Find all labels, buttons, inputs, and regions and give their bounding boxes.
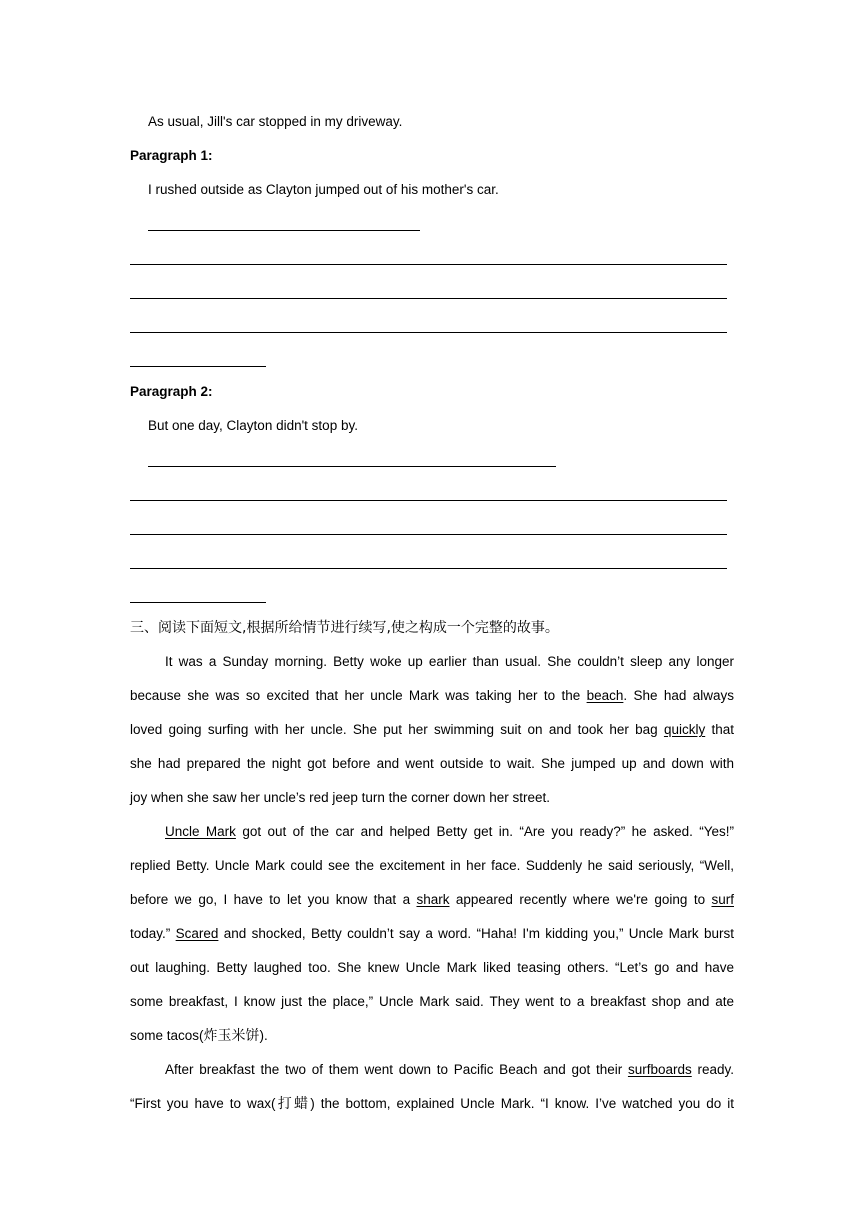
paragraph1-heading: Paragraph 1: — [130, 148, 213, 163]
writing-line[interactable] — [130, 500, 727, 501]
story-line: “First you have to wax(打蜡) the bottom, explained Uncle Mark. “I know. I’ve watched you do it — [130, 1096, 735, 1112]
underlined-word: surf — [711, 892, 734, 907]
underlined-word: Uncle Mark — [165, 824, 236, 839]
underlined-word: Scared — [175, 926, 219, 941]
story-line: replied Betty. Uncle Mark could see the excitement in her face. Suddenly he said seriously, “Well, — [130, 858, 734, 873]
story-line: she had prepared the night got before and went outside to wait. She jumped up and down with — [130, 756, 734, 771]
writing-line[interactable] — [130, 534, 727, 535]
story-line: It was a Sunday morning. Betty woke up earlier than usual. She couldn’t sleep any longer — [165, 654, 734, 669]
underlined-word: quickly — [663, 722, 706, 737]
story-line: because she was so excited that her uncle Mark was taking her to the beach. She had always — [130, 688, 734, 703]
story-line: Uncle Mark got out of the car and helped Betty get in. “Are you ready?” he asked. “Yes!” — [165, 824, 735, 839]
story-line: joy when she saw her uncle’s red jeep turn the corner down her street. — [130, 790, 550, 805]
underlined-word: beach — [586, 688, 624, 703]
story-line: some breakfast, I know just the place,” Uncle Mark said. They went to a breakfast shop and ate — [130, 994, 734, 1009]
writing-line[interactable] — [148, 230, 420, 231]
story-line: After breakfast the two of them went down to Pacific Beach and got their surfboards ready. — [165, 1062, 734, 1077]
underlined-word: surfboards — [627, 1062, 692, 1077]
opening-sentence: As usual, Jill's car stopped in my driveway. — [148, 114, 403, 129]
story-line: out laughing. Betty laughed too. She knew Uncle Mark liked teasing others. “Let’s go and have — [130, 960, 734, 975]
section-three-instruction: 三、阅读下面短文,根据所给情节进行续写,使之构成一个完整的故事。 — [130, 620, 559, 636]
writing-line[interactable] — [130, 366, 266, 367]
writing-line[interactable] — [130, 264, 727, 265]
writing-line[interactable] — [130, 602, 266, 603]
writing-line[interactable] — [130, 298, 727, 299]
paragraph2-starter: But one day, Clayton didn't stop by. — [148, 418, 358, 433]
underlined-word: shark — [416, 892, 450, 907]
story-line: before we go, I have to let you know that a shark appeared recently where we're going to surf — [130, 892, 734, 907]
story-line: some tacos(炸玉米饼). — [130, 1028, 268, 1044]
story-line: loved going surfing with her uncle. She put her swimming suit on and took her bag quickly that — [130, 722, 734, 737]
writing-line[interactable] — [130, 568, 727, 569]
paragraph2-heading: Paragraph 2: — [130, 384, 213, 399]
writing-line[interactable] — [130, 332, 727, 333]
story-line: today.” Scared and shocked, Betty couldn’t say a word. “Haha! I'm kidding you,” Uncle Mark burst — [130, 926, 734, 941]
writing-line[interactable] — [148, 466, 556, 467]
paragraph1-starter: I rushed outside as Clayton jumped out of his mother's car. — [148, 182, 499, 197]
